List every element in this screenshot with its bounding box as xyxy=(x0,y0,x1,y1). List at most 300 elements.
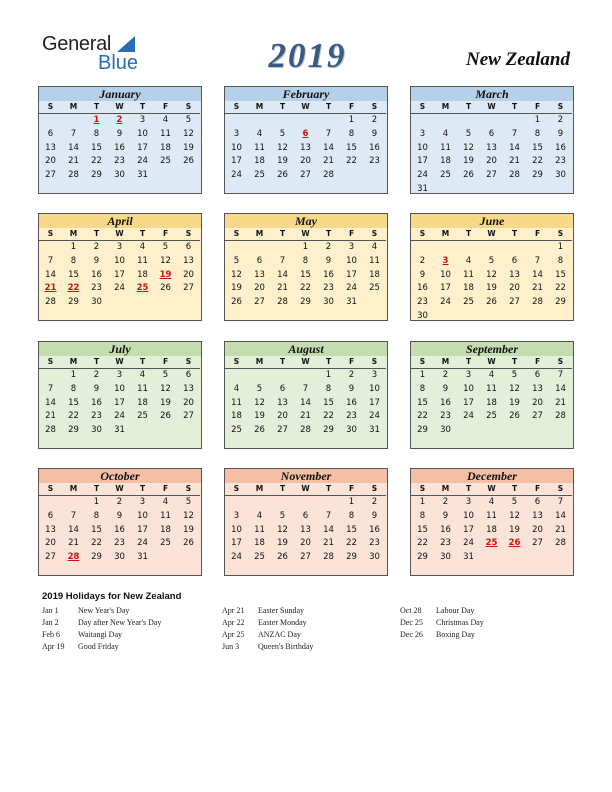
day: 9 xyxy=(93,255,100,266)
holiday-date: Apr 25 xyxy=(222,630,245,639)
day: 7 xyxy=(325,510,332,521)
weekday-header: W xyxy=(108,356,131,369)
day: 16 xyxy=(369,524,380,535)
day: 19 xyxy=(509,397,520,408)
weekday-header: S xyxy=(177,483,200,496)
month-days-grid xyxy=(39,228,201,310)
day: 4 xyxy=(256,510,263,521)
holiday-name: Day after New Year's Day xyxy=(78,618,162,627)
day: 17 xyxy=(440,283,451,294)
day: 21 xyxy=(300,411,311,422)
day: 30 xyxy=(91,425,102,436)
weekday-header: T xyxy=(317,356,340,369)
day: 30 xyxy=(114,552,125,563)
day: 22 xyxy=(346,538,357,549)
weekday-header: T xyxy=(131,483,154,496)
empty-day xyxy=(248,241,271,255)
day: 25 xyxy=(486,411,497,422)
day: 3 xyxy=(139,497,146,507)
day: 24 xyxy=(114,283,125,294)
day: 24 xyxy=(114,411,125,422)
day: 16 xyxy=(440,397,451,408)
day: 1 xyxy=(325,370,332,380)
day: 27 xyxy=(532,538,543,549)
day: 25 xyxy=(160,538,171,549)
day: 4 xyxy=(488,370,495,380)
day: 29 xyxy=(346,552,357,563)
month-days-grid xyxy=(411,101,573,197)
month-july xyxy=(38,341,202,449)
day: 2 xyxy=(371,115,378,125)
day: 15 xyxy=(346,524,357,535)
day: 4 xyxy=(371,242,378,252)
day: 23 xyxy=(114,538,125,549)
day: 27 xyxy=(486,170,497,181)
day: 5 xyxy=(279,510,286,521)
day: 12 xyxy=(254,397,265,408)
holiday-column xyxy=(42,605,161,653)
day: 18 xyxy=(486,524,497,535)
day: 6 xyxy=(47,128,54,139)
day: 4 xyxy=(162,115,169,125)
day: 16 xyxy=(323,269,334,280)
day: 14 xyxy=(323,142,334,153)
day: 12 xyxy=(509,383,520,394)
day: 17 xyxy=(417,156,428,167)
weekday-header: T xyxy=(271,228,294,241)
day: 7 xyxy=(557,497,564,507)
day: 8 xyxy=(419,510,426,521)
weekday-header: M xyxy=(434,356,457,369)
day: 20 xyxy=(300,156,311,167)
holiday-row xyxy=(222,605,313,617)
day: 20 xyxy=(45,538,56,549)
weekday-header: T xyxy=(271,101,294,114)
day: 10 xyxy=(440,269,451,280)
day: 25 xyxy=(254,170,265,181)
month-days-grid xyxy=(39,483,201,565)
holiday-date: Feb 6 xyxy=(42,630,60,639)
empty-day xyxy=(294,496,317,510)
day: 21 xyxy=(45,411,56,422)
day: 27 xyxy=(45,170,56,181)
day: 26 xyxy=(277,170,288,181)
day: 28 xyxy=(532,297,543,308)
holiday-row xyxy=(42,605,161,617)
day: 24 xyxy=(417,170,428,181)
day: 17 xyxy=(463,524,474,535)
day: 12 xyxy=(486,269,497,280)
day: 27 xyxy=(277,425,288,436)
day: 2 xyxy=(557,115,564,125)
holiday-date: Oct 28 xyxy=(400,606,422,615)
day: 10 xyxy=(114,383,125,394)
day: 8 xyxy=(419,383,426,394)
day: 18 xyxy=(231,411,242,422)
weekday-header: S xyxy=(363,356,386,369)
day: 11 xyxy=(486,383,497,394)
day: 25 xyxy=(160,156,171,167)
holiday-row xyxy=(42,641,161,653)
day: 28 xyxy=(509,170,520,181)
empty-day xyxy=(480,241,503,255)
day: 29 xyxy=(555,297,566,308)
day: 8 xyxy=(302,255,309,266)
empty-day xyxy=(480,114,503,128)
weekday-header: T xyxy=(503,483,526,496)
holiday-name: ANZAC Day xyxy=(258,630,301,639)
holiday-date: Jan 2 xyxy=(42,618,59,627)
day: 29 xyxy=(323,425,334,436)
day: 10 xyxy=(137,510,148,521)
day: 17 xyxy=(231,538,242,549)
day: 10 xyxy=(463,383,474,394)
weekday-header: S xyxy=(39,356,62,369)
day: 5 xyxy=(185,497,192,507)
weekday-header: S xyxy=(225,101,248,114)
day: 22 xyxy=(68,411,79,422)
day: 22 xyxy=(91,156,102,167)
weekday-header: S xyxy=(177,228,200,241)
weekday-header: M xyxy=(62,101,85,114)
month-name: December xyxy=(411,469,573,483)
month-name: July xyxy=(39,342,201,356)
day: 3 xyxy=(371,370,378,380)
day: 8 xyxy=(93,510,100,521)
day: 4 xyxy=(488,497,495,507)
day: 12 xyxy=(509,510,520,521)
weekday-header: T xyxy=(457,101,480,114)
day: 9 xyxy=(116,510,123,521)
holiday-day: 21 xyxy=(44,283,57,294)
holiday-day: 26 xyxy=(508,538,521,549)
weekday-header: M xyxy=(248,483,271,496)
page-title-country: New Zealand xyxy=(466,49,570,70)
day: 15 xyxy=(68,269,79,280)
empty-day xyxy=(457,114,480,128)
day: 10 xyxy=(137,128,148,139)
day: 21 xyxy=(323,538,334,549)
day: 21 xyxy=(68,156,79,167)
weekday-header: T xyxy=(503,228,526,241)
day: 28 xyxy=(45,297,56,308)
day: 27 xyxy=(532,411,543,422)
month-days-grid xyxy=(225,483,387,565)
weekday-header: M xyxy=(248,228,271,241)
day: 3 xyxy=(465,497,472,507)
weekday-header: F xyxy=(340,483,363,496)
day: 1 xyxy=(348,115,355,125)
day: 16 xyxy=(91,397,102,408)
day: 29 xyxy=(68,425,79,436)
day: 15 xyxy=(68,397,79,408)
day: 15 xyxy=(555,269,566,280)
day: 23 xyxy=(555,156,566,167)
weekday-header: F xyxy=(526,101,549,114)
holiday-date: Apr 21 xyxy=(222,606,245,615)
empty-day xyxy=(271,241,294,255)
month-name: June xyxy=(411,214,573,228)
empty-day xyxy=(225,369,248,383)
day: 22 xyxy=(532,156,543,167)
day: 2 xyxy=(93,242,100,252)
weekday-header: S xyxy=(39,228,62,241)
day: 26 xyxy=(463,170,474,181)
day: 11 xyxy=(254,142,265,153)
page-title-year: 2019 xyxy=(268,36,347,75)
holiday-row xyxy=(400,617,484,629)
day: 22 xyxy=(323,411,334,422)
month-name: January xyxy=(39,87,201,101)
weekday-header: T xyxy=(503,101,526,114)
day: 23 xyxy=(91,411,102,422)
day: 2 xyxy=(93,370,100,380)
day: 29 xyxy=(417,425,428,436)
day: 27 xyxy=(509,297,520,308)
month-september xyxy=(410,341,574,449)
weekday-header: T xyxy=(503,356,526,369)
day: 9 xyxy=(93,383,100,394)
day: 12 xyxy=(231,269,242,280)
day: 8 xyxy=(93,128,100,139)
day: 28 xyxy=(68,170,79,181)
day: 9 xyxy=(325,255,332,266)
day: 4 xyxy=(139,370,146,380)
weekday-header: F xyxy=(154,101,177,114)
day: 12 xyxy=(183,510,194,521)
day: 16 xyxy=(417,283,428,294)
day: 17 xyxy=(137,142,148,153)
day: 13 xyxy=(509,269,520,280)
day: 19 xyxy=(463,156,474,167)
weekday-header: M xyxy=(434,483,457,496)
empty-day xyxy=(503,114,526,128)
empty-day xyxy=(248,114,271,128)
holiday-name: Easter Sunday xyxy=(258,606,304,615)
day: 5 xyxy=(511,370,518,380)
day: 19 xyxy=(277,156,288,167)
weekday-header: T xyxy=(271,483,294,496)
day: 7 xyxy=(325,128,332,139)
weekday-header: S xyxy=(225,483,248,496)
day: 30 xyxy=(555,170,566,181)
empty-day xyxy=(271,369,294,383)
weekday-header: F xyxy=(526,228,549,241)
holidays-title: 2019 Holidays for New Zealand xyxy=(42,591,182,602)
day: 25 xyxy=(440,170,451,181)
day: 8 xyxy=(348,128,355,139)
day: 8 xyxy=(70,255,77,266)
holiday-name: Christmas Day xyxy=(436,618,484,627)
day: 19 xyxy=(183,524,194,535)
day: 26 xyxy=(183,156,194,167)
day: 10 xyxy=(346,255,357,266)
day: 21 xyxy=(509,156,520,167)
day: 7 xyxy=(279,255,286,266)
holiday-name: Queen's Birthday xyxy=(258,642,314,651)
empty-day xyxy=(225,241,248,255)
day: 26 xyxy=(509,411,520,422)
day: 4 xyxy=(162,497,169,507)
holiday-date: Dec 26 xyxy=(400,630,423,639)
empty-day xyxy=(225,496,248,510)
month-january xyxy=(38,86,202,194)
weekday-header: T xyxy=(131,356,154,369)
day: 14 xyxy=(68,142,79,153)
month-name: March xyxy=(411,87,573,101)
day: 26 xyxy=(486,297,497,308)
day: 23 xyxy=(369,538,380,549)
day: 13 xyxy=(183,255,194,266)
day: 7 xyxy=(47,383,54,394)
weekday-header: W xyxy=(480,101,503,114)
day: 23 xyxy=(440,411,451,422)
day: 31 xyxy=(346,297,357,308)
day: 26 xyxy=(160,283,171,294)
holiday-row xyxy=(400,629,484,641)
holiday-day: 25 xyxy=(485,538,498,549)
day: 31 xyxy=(463,552,474,563)
day: 14 xyxy=(555,510,566,521)
day: 24 xyxy=(137,156,148,167)
weekday-header: T xyxy=(131,228,154,241)
day: 22 xyxy=(346,156,357,167)
empty-day xyxy=(225,114,248,128)
day: 27 xyxy=(45,552,56,563)
holiday-row xyxy=(222,629,313,641)
weekday-header: W xyxy=(480,483,503,496)
day: 3 xyxy=(116,370,123,380)
weekday-header: S xyxy=(39,101,62,114)
empty-day xyxy=(62,114,85,128)
weekday-header: T xyxy=(271,356,294,369)
holiday-name: Good Friday xyxy=(78,642,119,651)
day: 12 xyxy=(160,383,171,394)
day: 6 xyxy=(47,510,54,521)
day: 31 xyxy=(417,183,428,194)
day: 29 xyxy=(532,170,543,181)
weekday-header: W xyxy=(480,356,503,369)
holiday-date: Apr 19 xyxy=(42,642,65,651)
day: 5 xyxy=(511,497,518,507)
day: 2 xyxy=(371,497,378,507)
day: 11 xyxy=(254,524,265,535)
weekday-header: S xyxy=(225,356,248,369)
month-name: April xyxy=(39,214,201,228)
day: 19 xyxy=(231,283,242,294)
weekday-header: S xyxy=(411,356,434,369)
day: 14 xyxy=(323,524,334,535)
holiday-name: Waitangi Day xyxy=(78,630,123,639)
weekday-header: S xyxy=(411,101,434,114)
month-name: September xyxy=(411,342,573,356)
day: 21 xyxy=(277,283,288,294)
day: 28 xyxy=(323,170,334,181)
day: 10 xyxy=(114,255,125,266)
day: 20 xyxy=(45,156,56,167)
weekday-header: T xyxy=(131,101,154,114)
weekday-header: S xyxy=(549,101,572,114)
day: 20 xyxy=(183,269,194,280)
day: 16 xyxy=(369,142,380,153)
month-june xyxy=(410,213,574,321)
weekday-header: T xyxy=(317,228,340,241)
weekday-header: T xyxy=(85,101,108,114)
weekday-header: S xyxy=(177,101,200,114)
month-days-grid xyxy=(39,356,201,438)
empty-day xyxy=(39,114,62,128)
day: 17 xyxy=(114,269,125,280)
weekday-header: T xyxy=(457,483,480,496)
day: 5 xyxy=(279,128,286,139)
day: 28 xyxy=(323,552,334,563)
day: 4 xyxy=(256,128,263,139)
day: 6 xyxy=(302,510,309,521)
empty-day xyxy=(271,496,294,510)
weekday-header: M xyxy=(434,101,457,114)
holiday-row xyxy=(222,641,313,653)
holiday-name: Easter Monday xyxy=(258,618,307,627)
day: 17 xyxy=(114,397,125,408)
day: 4 xyxy=(233,383,240,394)
day: 12 xyxy=(463,142,474,153)
month-november xyxy=(224,468,388,576)
day: 1 xyxy=(419,370,426,380)
day: 29 xyxy=(300,297,311,308)
weekday-header: F xyxy=(154,228,177,241)
empty-day xyxy=(294,369,317,383)
day: 27 xyxy=(183,411,194,422)
day: 30 xyxy=(91,297,102,308)
day: 31 xyxy=(369,425,380,436)
day: 17 xyxy=(231,156,242,167)
empty-day xyxy=(317,496,340,510)
day: 15 xyxy=(532,142,543,153)
day: 1 xyxy=(534,115,541,125)
weekday-header: W xyxy=(294,101,317,114)
weekday-header: M xyxy=(62,483,85,496)
day: 7 xyxy=(47,255,54,266)
day: 14 xyxy=(555,383,566,394)
day: 22 xyxy=(417,411,428,422)
day: 13 xyxy=(277,397,288,408)
day: 28 xyxy=(300,425,311,436)
day: 13 xyxy=(300,524,311,535)
day: 20 xyxy=(183,397,194,408)
day: 18 xyxy=(369,269,380,280)
weekday-header: W xyxy=(294,483,317,496)
day: 23 xyxy=(114,156,125,167)
day: 16 xyxy=(555,142,566,153)
day: 23 xyxy=(369,156,380,167)
day: 23 xyxy=(91,283,102,294)
holiday-date: Dec 25 xyxy=(400,618,423,627)
empty-day xyxy=(411,114,434,128)
day: 19 xyxy=(509,524,520,535)
weekday-header: M xyxy=(248,356,271,369)
weekday-header: M xyxy=(62,228,85,241)
day: 12 xyxy=(160,255,171,266)
day: 4 xyxy=(139,242,146,252)
day: 26 xyxy=(183,538,194,549)
weekday-header: S xyxy=(549,228,572,241)
day: 18 xyxy=(160,524,171,535)
day: 8 xyxy=(70,383,77,394)
month-name: February xyxy=(225,87,387,101)
empty-day xyxy=(248,369,271,383)
day: 31 xyxy=(137,552,148,563)
day: 8 xyxy=(557,255,564,266)
